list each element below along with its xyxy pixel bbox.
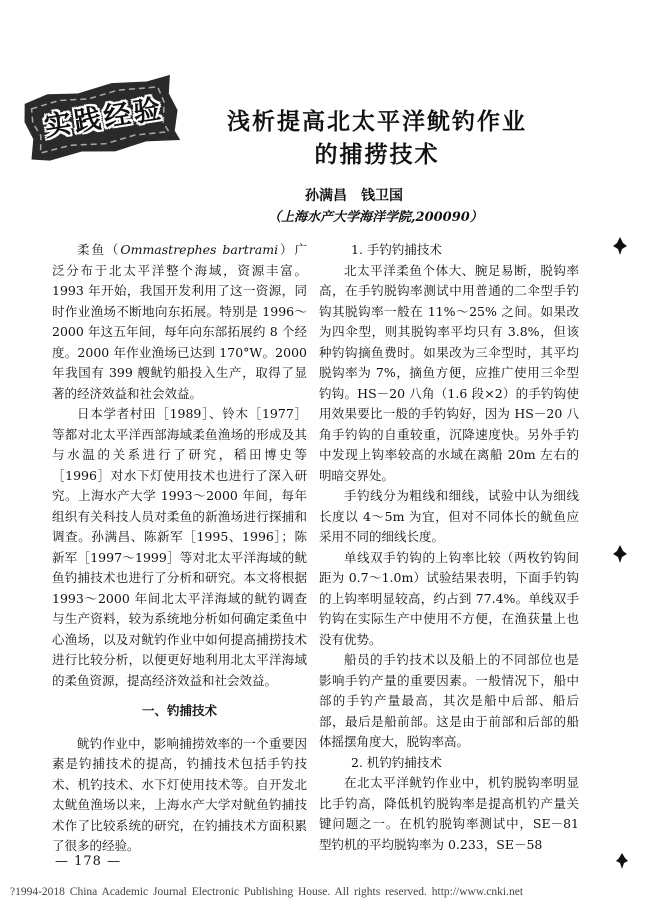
article-title-line2: 的捕捞技术 <box>314 142 440 168</box>
article-title-line1: 浅析提高北太平洋鱿钓作业 <box>227 109 527 135</box>
article-affiliation: （上海水产大学海洋学院,200090） <box>268 210 483 225</box>
left-column <box>52 240 307 857</box>
intro-text-a: 柔鱼（ <box>77 242 121 257</box>
right-column <box>319 240 579 855</box>
scientific-name: Ommastrephes bartrami <box>120 242 279 257</box>
badge-label: 实践经验 <box>42 93 166 143</box>
hand-jig-paragraph-4: 船员的手钓技术以及船上的不同部位也是影响手钓产量的重要因素。一般情况下，船中部的手钓产量最高，其次是船中后部、船后部，最后是船前部。这是由于前部和后部的船体摇摆角度大，脱钩率高。 <box>319 652 579 749</box>
hand-jig-paragraph-1: 北太平洋柔鱼个体大、腕足易断，脱钩率高，在手钓脱钩率测试中用普通的二伞型手钓钩其脱钩率一般在 11%～25% 之间。如果改为四伞型，则其脱钩率平均只有 3.8%，但该种钓钩摘鱼费时。如果改为三伞型时，其平均脱钩率为 7%，摘鱼方便，应推广使用三伞型钓钩。HS－20 八角（1.6 段×2）的手钓钩使用效果要比一般的手钓钩好，因为 HS－20 八角手钓钩的自重较重，沉降速度快。另外手钓中发现上钩率较高的水域在离船 20m 左右的明暗交界处。 <box>319 262 579 483</box>
intro-text-b: ）广泛分布于北太平洋整个海域，资源丰富。1993 年开始，我国开发利用了这一资源，同时作业渔场不断地向东拓展。特别是 1996～2000 年这五年间，每年向东部拓展约 8 个经度。2000 年作业渔场已达到 170°W。2000 年我国有 399 艘鱿钓船投入生产，取得了显著的经济效益和社会效益。 <box>52 242 307 401</box>
article-authors: 孙满昌 钱卫国 <box>305 188 403 204</box>
column-badge <box>17 70 187 168</box>
copyright-footer: ?1994-2018 China Academic Journal Electronic Publishing House. All rights reserved. http://www.cnki.net <box>10 886 524 898</box>
subsection-machine-jigging: 2. 机钓钓捕技术 <box>351 754 442 770</box>
section-heading-fishing-technique: 一、钓捕技术 <box>141 703 217 718</box>
page-number: — 178 — <box>55 854 122 869</box>
intro-paragraph <box>52 240 307 404</box>
technique-intro-paragraph: 鱿钓作业中，影响捕捞效率的一个重要因素是钓捕技术的提高，钓捕技术包括手钓技术、机钓技术、水下灯使用技术等。自开发北太鱿鱼渔场以来，上海水产大学对鱿鱼钓捕技术作了比较系统的研究，在钓捕技术方面积累了很多的经验。 <box>52 735 307 853</box>
subsection-hand-jigging: 1. 手钓钓捕技术 <box>351 242 442 257</box>
literature-paragraph: 日本学者村田［1989］、铃木［1977］等都对北太平洋西部海域柔鱼渔场的形成及其与水温的关系进行了研究，稻田博史等［1996］对水下灯使用技术也进行了深入研究。上海水产大学 1993～2000 年间，每年组织有关科技人员对柔鱼的新渔场进行探捕和调查。孙满昌、陈新军［1995、1996］；陈新军［1997～1999］等对北太平洋海域的鱿鱼钓捕技术也进行了分析和研究。本文将根据 1993～2000 年间北太平洋海域的鱿钓调查与生产资料，较为系统地分析如何确定柔鱼中心渔场，以及对鱿钓作业中如何提高捕捞技术进行比较分析，以便更好地利用北太平洋海域的柔鱼资源，提高经济效益和社会效益。 <box>52 406 307 688</box>
ink-blot-bottom <box>616 853 628 869</box>
machine-jig-paragraph-1: 在北太平洋鱿钓作业中，机钓脱钩率明显比手钓高，降低机钓脱钩率是提高机钓产量关键问题之一。在机钓脱钩率测试中，SE－81 型钓机的平均脱钩率为 0.233，SE－58 <box>319 775 579 852</box>
hand-jig-paragraph-3: 单线双手钓钩的上钩率比较（两枚钓钩间距为 0.7～1.0m）试验结果表明，下面手钓钩的上钩率明显较高，约占到 77.4%。单线双手钓钩在实际生产中使用不方便，在渔获量上也没有优势。 <box>319 549 579 647</box>
ink-blot-top <box>613 237 627 255</box>
ink-blot-middle <box>613 545 627 563</box>
hand-jig-paragraph-2: 手钓线分为粗线和细线，试验中认为细线长度以 4～5m 为宜，但对不同体长的鱿鱼应采用不同的细线长度。 <box>319 488 579 544</box>
